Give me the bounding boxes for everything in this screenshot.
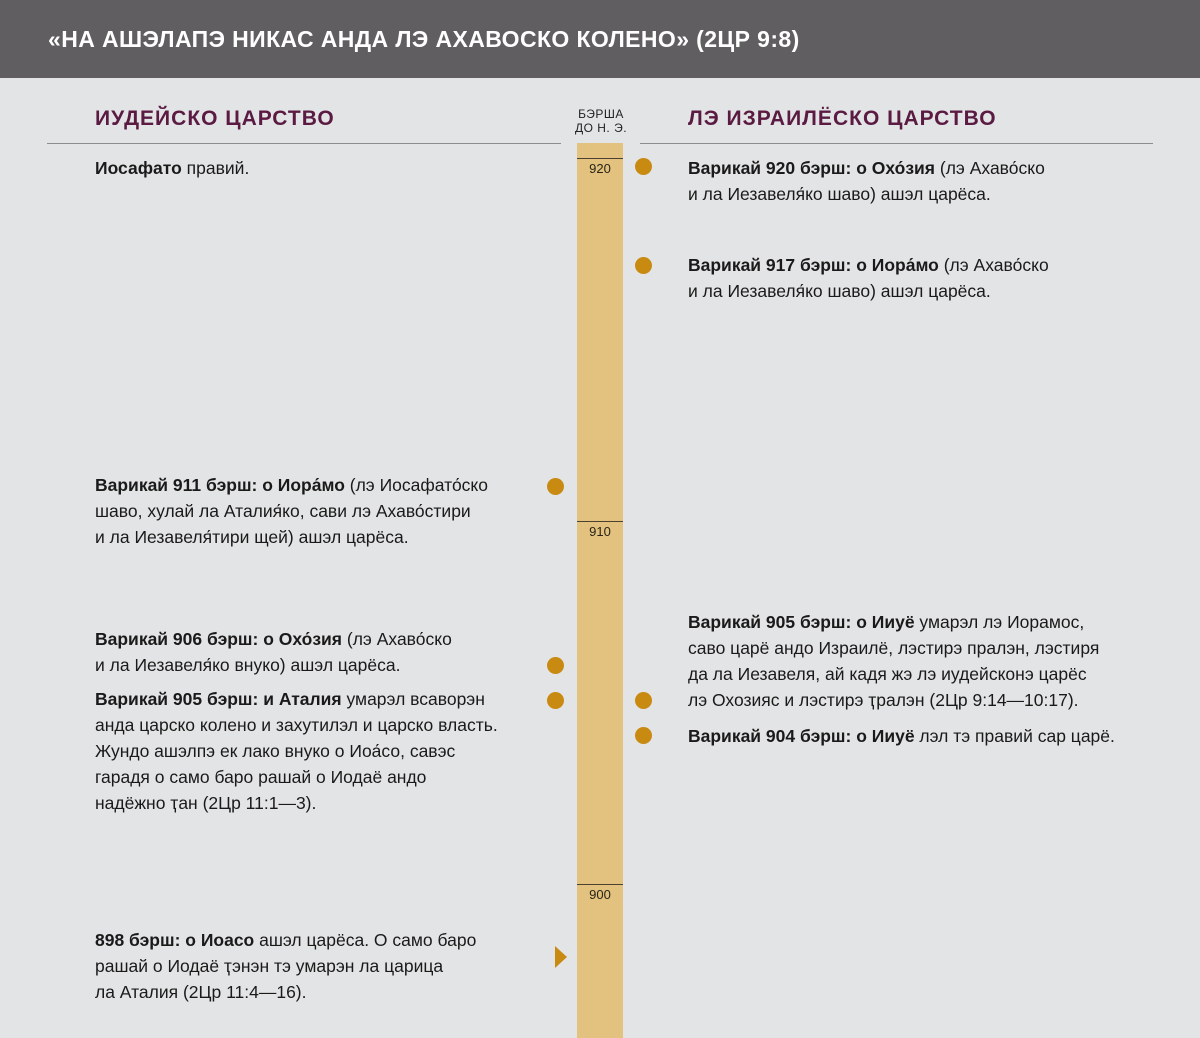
left-entry-905: [95, 686, 498, 816]
left-column-heading: ИУДЕЙСКО ЦАРСТВО: [95, 107, 335, 130]
left-entry-iosafat: [95, 155, 249, 181]
entry-line: рашай о Иодаё ҭэнэн тэ умарэн ла царица: [95, 956, 444, 976]
timeline-tick-label-900: 900: [589, 887, 611, 902]
entry-line: надёжно ҭан (2Цр 11:1—3).: [95, 793, 317, 813]
page-title: «НА АШЭЛАПЭ НИКАС АНДА ЛЭ АХАВОСКО КОЛЕНО» (2ЦР 9:8): [48, 26, 800, 52]
entry-line: лэ Охозияс и лэстирэ ҭралэн (2Цр 9:14—10:17).: [688, 690, 1079, 710]
entry-line: гарадя о само баро рашай о Иодаё андо: [95, 767, 427, 787]
right-event-marker-917: [635, 257, 652, 274]
left-entry-898: [95, 927, 476, 1005]
left-heading-rule: [47, 143, 561, 144]
timeline-tick-900: [577, 884, 623, 885]
entry-line: и ла Иезавеля́тири щей) ашэл царёса.: [95, 527, 409, 547]
entry-line: [95, 686, 498, 712]
left-event-marker-905: [547, 692, 564, 709]
left-event-marker-906: [547, 657, 564, 674]
entry-line: [95, 155, 249, 181]
entry-text: (лэ Ахаво́ско: [938, 255, 1049, 275]
entry-line: [95, 927, 476, 953]
left-entry-911: [95, 472, 488, 550]
timeline-label-top: БЭРША: [578, 107, 624, 121]
entry-bold-text: Варикай 904 бэрш: о Ииуё: [688, 726, 915, 746]
left-entry-906: [95, 626, 452, 678]
right-entry-920: [688, 155, 1045, 207]
timeline-tick-label-910: 910: [589, 524, 611, 539]
timeline-bar: [577, 143, 623, 1038]
entry-line: [688, 155, 1045, 181]
entry-bold-text: Варикай 906 бэрш: о Охо́зия: [95, 629, 343, 649]
entry-text: (лэ Ахаво́ско: [342, 629, 452, 649]
entry-bold-text: 898 бэрш: о Иоасо: [95, 930, 255, 950]
right-event-marker-920: [635, 158, 652, 175]
entry-text: лэл тэ правий сар царё.: [914, 726, 1115, 746]
right-event-marker-905: [635, 692, 652, 709]
entry-line: [688, 723, 1115, 749]
entry-line: [688, 609, 1099, 635]
entry-bold-text: Иосафато: [95, 158, 182, 178]
timeline-label-bottom: ДО Н. Э.: [574, 121, 628, 135]
entry-text: умарэл всаворэн: [341, 689, 485, 709]
left-event-arrow-898: [555, 946, 567, 968]
entry-line: саво царё андо Израилё, лэстирэ пралэн, лэстиря: [688, 638, 1100, 658]
timeline-years-label: [566, 107, 636, 135]
timeline-tick-label-920: 920: [589, 161, 611, 176]
right-entry-905: [688, 609, 1099, 713]
entry-text: (лэ Иосафато́ско: [344, 475, 489, 495]
right-entry-904: [688, 723, 1115, 749]
timeline-tick-920: [577, 158, 623, 159]
entry-line: [688, 252, 1049, 278]
left-event-marker-911: [547, 478, 564, 495]
entry-line: и ла Иезавеля́ко шаво) ашэл царёса.: [688, 281, 991, 301]
entry-line: шаво, хулай ла Аталия́ко, сави лэ Ахаво́стири: [95, 501, 471, 521]
entry-line: да ла Иезавеля, ай кадя жэ лэ иудейсконэ царёс: [688, 664, 1087, 684]
entry-line: [95, 626, 452, 652]
entry-text: (лэ Ахаво́ско: [935, 158, 1045, 178]
entry-text: ашэл царёса. О само баро: [254, 930, 477, 950]
entry-line: и ла Иезавеля́ко внуко) ашэл царёса.: [95, 655, 401, 675]
entry-text: правий.: [181, 158, 250, 178]
entry-line: Жундо ашэлпэ ек лако внуко о Иоа́со, савэс: [95, 741, 456, 761]
entry-text: умарэл лэ Иорамос,: [914, 612, 1085, 632]
right-column-heading: ЛЭ ИЗРАИЛЁСКО ЦАРСТВО: [688, 107, 997, 130]
page-header: [0, 0, 1200, 78]
right-heading-rule: [640, 143, 1153, 144]
timeline-tick-910: [577, 521, 623, 522]
entry-bold-text: Варикай 905 бэрш: и Аталия: [95, 689, 342, 709]
entry-bold-text: Варикай 917 бэрш: о Иора́мо: [688, 255, 939, 275]
entry-line: и ла Иезавеля́ко шаво) ашэл царёса.: [688, 184, 991, 204]
right-event-marker-904: [635, 727, 652, 744]
entry-bold-text: Варикай 905 бэрш: о Ииуё: [688, 612, 915, 632]
entry-line: анда царско колено и захутилэл и царско власть.: [95, 715, 498, 735]
entry-bold-text: Варикай 920 бэрш: о Охо́зия: [688, 158, 936, 178]
entry-bold-text: Варикай 911 бэрш: о Иора́мо: [95, 475, 345, 495]
right-entry-917: [688, 252, 1049, 304]
entry-line: [95, 472, 488, 498]
entry-line: ла Аталия (2Цр 11:4—16).: [95, 982, 307, 1002]
